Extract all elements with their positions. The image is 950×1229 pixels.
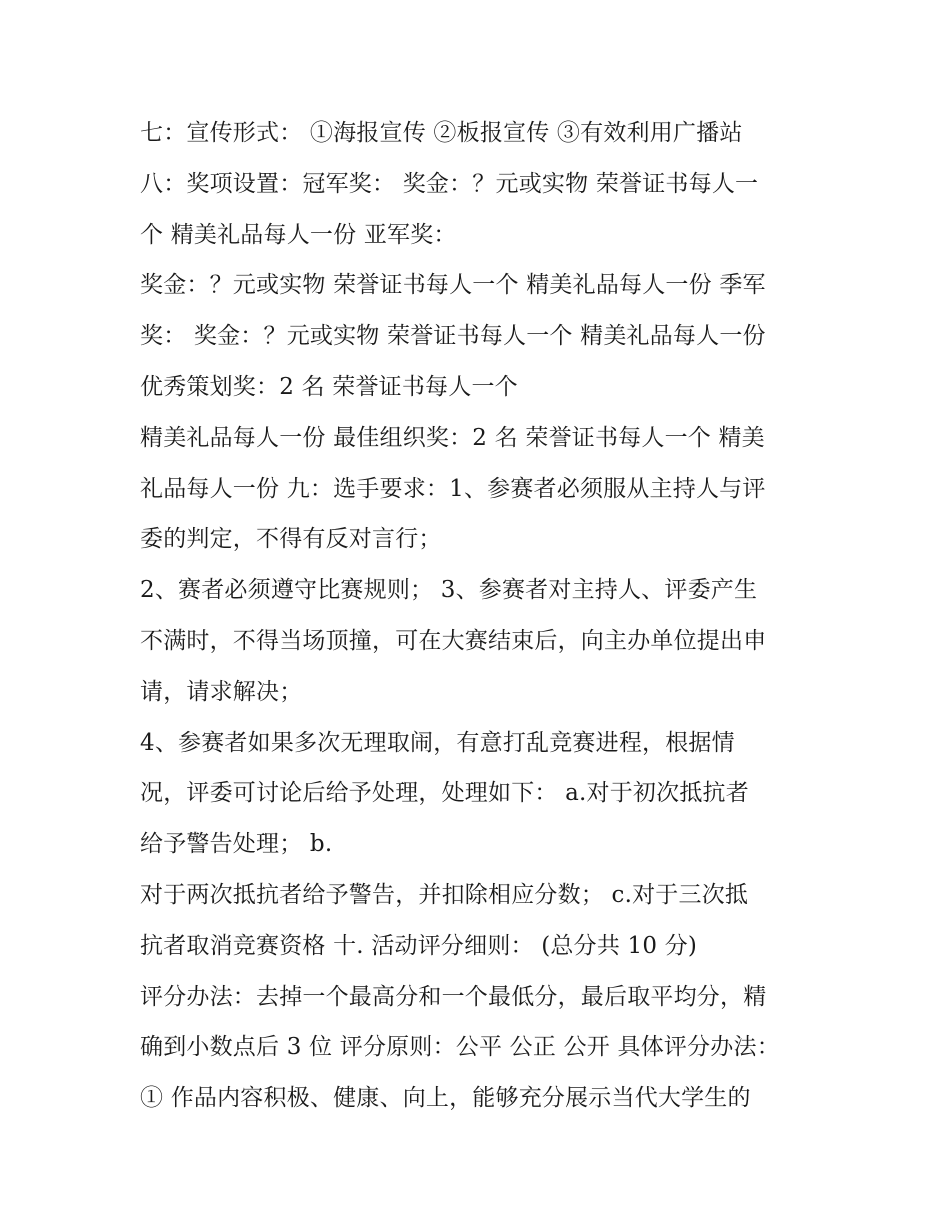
text-line: 礼品每人一份 九：选手要求：1、参赛者必须服从主持人与评 (140, 475, 766, 502)
text-line: 评分办法：去掉一个最高分和一个最低分，最后取平均分，精 (140, 983, 767, 1010)
text-line: 八：奖项设置：冠军奖： 奖金：？元或实物 荣誉证书每人一 (140, 170, 759, 197)
text-line: 2、赛者必须遵守比赛规则； 3、参赛者对主持人、评委产生 (140, 577, 758, 604)
text-line: 对于两次抵抗者给予警告，并扣除相应分数； c.对于三次抵 (140, 881, 749, 908)
text-line: 委的判定，不得有反对言行； (140, 526, 442, 553)
text-line: 奖： 奖金：？元或实物 荣誉证书每人一个 精美礼品每人一份 (140, 323, 766, 350)
text-line: 确到小数点后 3 位 评分原则：公平 公正 公开 具体评分办法： (140, 1034, 780, 1061)
text-line: 七：宣传形式： ①海报宣传 ②板报宣传 ③有效利用广播站 (140, 120, 743, 146)
text-line: ① 作品内容积极、健康、向上，能够充分展示当代大学生的 (140, 1085, 751, 1112)
text-line: 奖金：？元或实物 荣誉证书每人一个 精美礼品每人一份 季军 (140, 272, 766, 299)
text-line: 精美礼品每人一份 最佳组织奖：2 名 荣誉证书每人一个 精美 (140, 424, 765, 451)
text-line: 4、参赛者如果多次无理取闹，有意打乱竞赛进程，根据情 (140, 729, 735, 756)
text-line: 个 精美礼品每人一份 亚军奖： (140, 221, 457, 248)
text-line: 不满时，不得当场顶撞，可在大赛结束后，向主办单位提出申 (140, 627, 767, 654)
body-text (140, 108, 840, 1124)
text-line: 请，请求解决； (140, 678, 303, 705)
text-line: 抗者取消竞赛资格 十. 活动评分细则： (总分共 10 分) (140, 932, 698, 959)
text-line: 况，评委可讨论后给予处理，处理如下： a.对于初次抵抗者 (140, 780, 749, 807)
text-line: 优秀策划奖：2 名 荣誉证书每人一个 (140, 373, 518, 400)
text-line: 给予警告处理； b. (140, 831, 333, 858)
